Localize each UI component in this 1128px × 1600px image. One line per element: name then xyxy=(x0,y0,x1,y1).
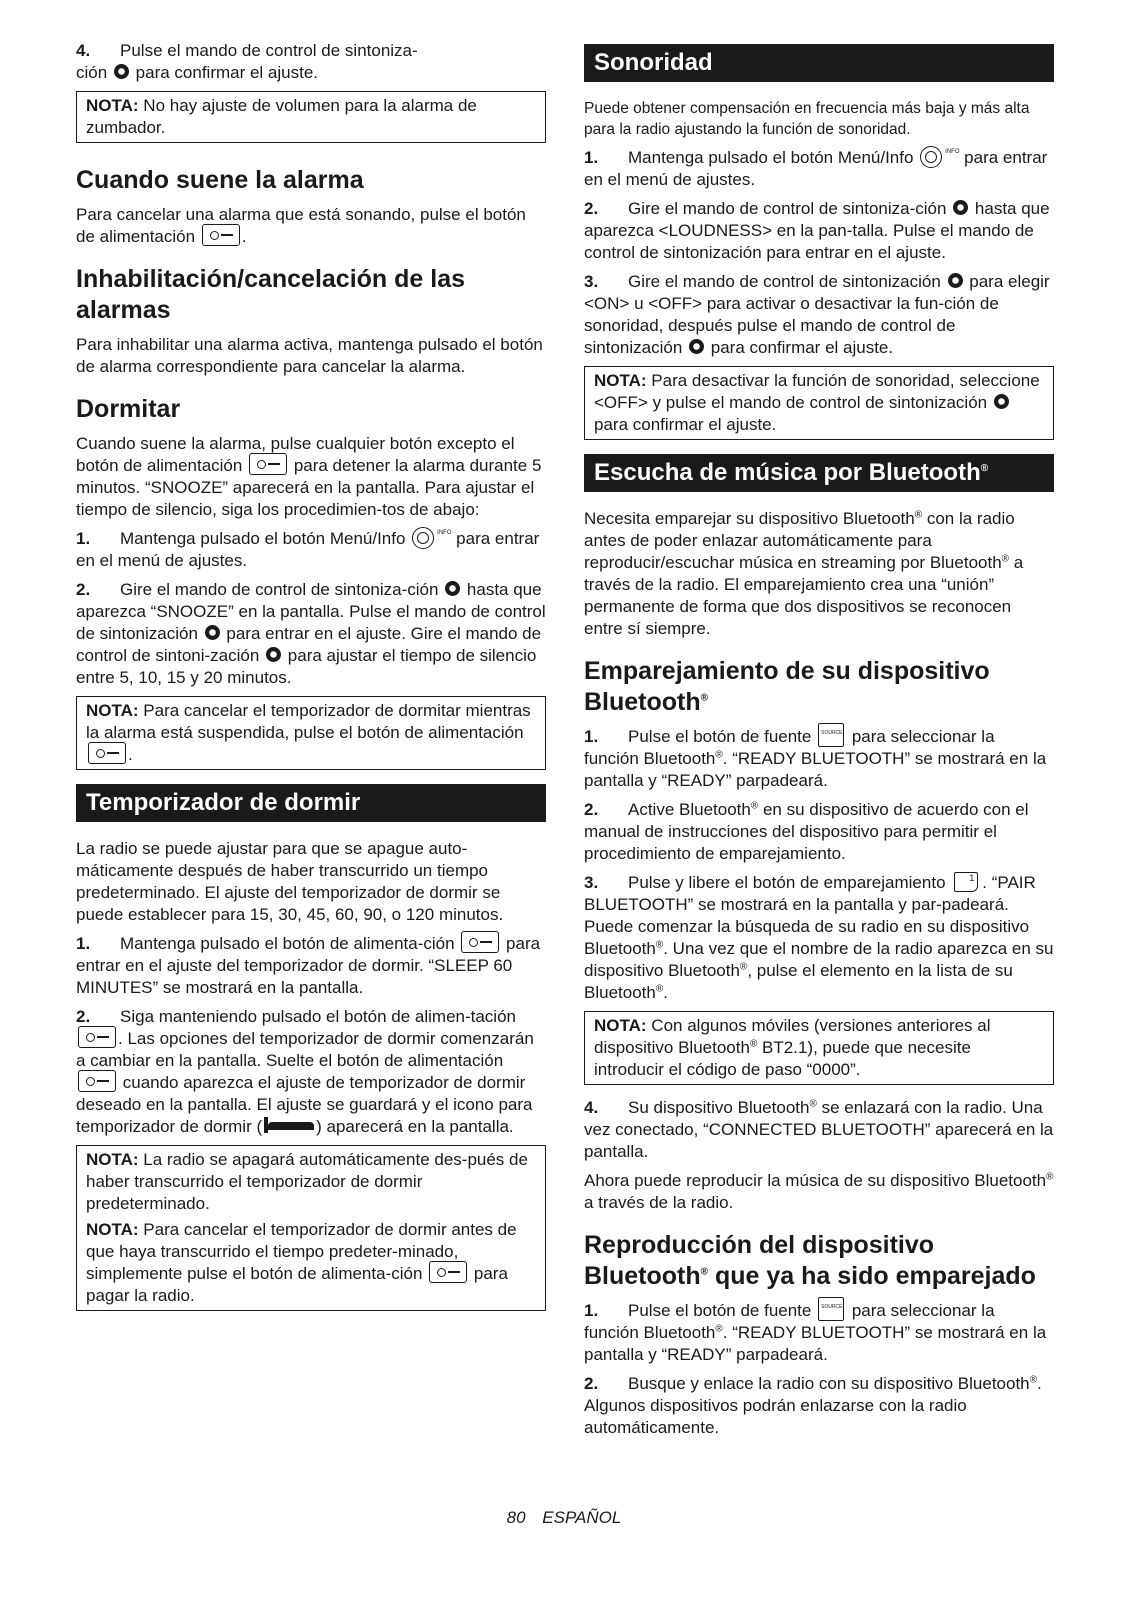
step-number: 1. xyxy=(76,529,91,548)
note-text: BT2.1), puede que necesite introducir el código de paso “0000”. xyxy=(594,1038,971,1079)
sleep-timer-icon xyxy=(264,1117,314,1133)
registered-mark: ® xyxy=(700,1266,709,1278)
text: para elegir <ON> u <OFF> para activar o desactivar la fun-ción de sonoridad, después pulse el mando de control de sintonización xyxy=(584,272,1050,357)
step-item xyxy=(584,872,1054,1004)
text: cuando aparezca el ajuste de temporizador de dormir deseado en la pantalla. El ajuste se guardará y el icono para temporizador de dormir ( xyxy=(76,1073,533,1136)
text: se enlazará con la radio. Una vez conectado, “CONNECTED BLUETOOTH” aparecerá en la pantalla. xyxy=(584,1098,1054,1161)
text: a través de la radio. xyxy=(584,1193,734,1212)
text: para seleccionar la función Bluetooth xyxy=(584,1301,995,1342)
tuning-knob-icon xyxy=(266,647,281,662)
power-button-icon xyxy=(249,453,287,475)
text: para entrar en el ajuste. Gire el mando de control de sintoni-zación xyxy=(76,624,542,665)
right-column xyxy=(584,40,1054,1446)
text: Cuando suene la alarma, pulse cualquier botón excepto el botón de alimentación xyxy=(76,434,515,475)
step-number: 2. xyxy=(76,580,91,599)
text: Mantenga pulsado el botón Menú/Info xyxy=(628,148,914,167)
registered-mark: ® xyxy=(809,1098,817,1110)
registered-mark: ® xyxy=(655,983,664,995)
step-text: ción xyxy=(76,63,108,82)
text: . Una vez que el nombre de la radio aparezca en su dispositivo Bluetooth xyxy=(584,939,1054,980)
step-number: 2. xyxy=(584,199,599,218)
text: Mantenga pulsado el botón Menú/Info xyxy=(120,529,406,548)
section-bar-loudness: Sonoridad xyxy=(584,44,1054,82)
text: para confirmar el ajuste. xyxy=(710,338,894,357)
registered-mark: ® xyxy=(750,800,759,812)
note-label: NOTA: xyxy=(594,371,647,390)
step-item xyxy=(76,579,546,689)
language-label: ESPAÑOL xyxy=(542,1508,622,1527)
heading-pairing xyxy=(584,656,1054,718)
menu-info-button-icon xyxy=(412,527,434,549)
tuning-knob-icon xyxy=(994,394,1009,409)
text: . Las opciones del temporizador de dormir comenzarán a cambiar en la pantalla. Suelte el botón de alimentación xyxy=(76,1029,534,1070)
registered-mark: ® xyxy=(700,692,709,704)
step-confirm xyxy=(76,40,546,84)
heading-when-alarm: Cuando suene la alarma xyxy=(76,166,364,194)
note-label: NOTA: xyxy=(86,1150,139,1169)
text: . xyxy=(663,983,668,1002)
tuning-knob-icon xyxy=(948,273,963,288)
text: Busque y enlace la radio con su dispositivo Bluetooth xyxy=(628,1374,1030,1393)
paragraph xyxy=(584,508,1054,640)
note-text: para pagar la radio. xyxy=(86,1264,508,1305)
note-label: NOTA: xyxy=(86,96,139,115)
source-button-icon xyxy=(818,1297,844,1321)
text: Pulse y libere el botón de emparejamiento xyxy=(628,873,946,892)
text: hasta que aparezca <LOUDNESS> en la pan-talla. Pulse el mando de control de sintonización para entrar en el ajuste. xyxy=(584,199,1050,262)
step-number: 1. xyxy=(76,934,91,953)
text: para ajustar el tiempo de silencio entre 5, 10, 15 y 20 minutos. xyxy=(76,646,537,687)
paragraph: Puede obtener compensación en frecuencia más baja y más alta para la radio ajustando la función de sonoridad. xyxy=(584,100,1030,138)
tuning-knob-icon xyxy=(205,625,220,640)
text: . “READY BLUETOOTH” se mostrará en la pantalla y “READY” parpadeará. xyxy=(584,1323,1047,1364)
step-number: 1. xyxy=(584,148,599,167)
paragraph xyxy=(76,433,546,521)
registered-mark: ® xyxy=(715,749,723,761)
registered-mark: ® xyxy=(1046,1171,1054,1183)
text: a través de la radio. El emparejamiento crea una “unión” permanente de forma que dos dispositivos se reconocen entre sí siempre. xyxy=(584,553,1024,638)
text: Pulse el botón de fuente xyxy=(628,727,812,746)
power-button-icon xyxy=(429,1261,467,1283)
text: Gire el mando de control de sintoniza-ción xyxy=(628,199,947,218)
step-item xyxy=(584,198,1054,264)
text: Para cancelar una alarma que está sonando, pulse el botón de alimentación xyxy=(76,205,526,246)
left-column xyxy=(76,40,546,1323)
text: para entrar en el ajuste del temporizador de dormir. “SLEEP 60 MINUTES” se mostrará en la pantalla. xyxy=(76,934,541,997)
text: hasta que aparezca “SNOOZE” en la pantalla. Pulse el mando de control de sintonización xyxy=(76,580,546,643)
text: Gire el mando de control de sintoniza-ción xyxy=(120,580,439,599)
note-text: para confirmar el ajuste. xyxy=(594,415,777,434)
note-text: Para cancelar el temporizador de dormir antes de que haya transcurrido el tiempo predeter-minado, simplemente pulse el botón de alimenta-ción xyxy=(86,1220,517,1283)
text: Ahora puede reproducir la música de su dispositivo Bluetooth xyxy=(584,1171,1047,1190)
tuning-knob-icon xyxy=(953,200,968,215)
text: Gire el mando de control de sintonización xyxy=(628,272,941,291)
text: . “READY BLUETOOTH” se mostrará en la pantalla y “READY” parpadeará. xyxy=(584,749,1047,790)
text: . “PAIR BLUETOOTH” se mostrará en la pantalla y par-padeará. Puede comenzar la búsqueda de su radio en su dispositivo Bluetooth xyxy=(584,873,1036,958)
step-number: 3. xyxy=(584,873,599,892)
text: para seleccionar la función Bluetooth xyxy=(584,727,995,768)
power-button-icon xyxy=(78,1070,116,1092)
source-button-icon xyxy=(818,723,844,747)
step-item xyxy=(76,1006,546,1138)
bar-title: Escucha de música por Bluetooth xyxy=(594,459,981,486)
text: Su dispositivo Bluetooth xyxy=(628,1098,810,1117)
step-item xyxy=(76,933,546,999)
tuning-knob-icon xyxy=(445,581,460,596)
text: Active Bluetooth xyxy=(628,800,751,819)
step-item xyxy=(584,726,1054,792)
text: Siga manteniendo pulsado el botón de alimen-tación xyxy=(120,1007,516,1026)
heading-disable-alarms: Inhabilitación/cancelación de las alarmas xyxy=(76,265,466,324)
note-box xyxy=(76,696,546,770)
power-button-icon xyxy=(202,224,240,246)
step-number: 4. xyxy=(76,41,91,60)
note-text: . xyxy=(128,745,133,764)
text: para detener la alarma durante 5 minutos. “SNOOZE” aparecerá en la pantalla. Para ajustar el tiempo de silencio, siga los procedimien-tos de abajo: xyxy=(76,456,542,519)
note-box xyxy=(76,91,546,143)
step-item xyxy=(584,1300,1054,1366)
note-text: Para cancelar el temporizador de dormitar mientras la alarma está suspendida, pulse el botón de alimentación xyxy=(86,701,531,742)
step-number: 1. xyxy=(584,727,599,746)
registered-mark: ® xyxy=(715,1323,723,1335)
step-number: 1. xyxy=(584,1301,599,1320)
tuning-knob-icon xyxy=(114,64,129,79)
paragraph xyxy=(76,204,546,248)
section-bar-bluetooth xyxy=(584,454,1054,492)
heading-replay xyxy=(584,1230,1054,1292)
note-box xyxy=(584,1011,1054,1085)
step-item xyxy=(76,528,546,572)
step-number: 3. xyxy=(584,272,599,291)
note-box xyxy=(76,1145,546,1311)
note-label: NOTA: xyxy=(86,1220,139,1239)
text: para entrar en el menú de ajustes. xyxy=(76,529,540,570)
step-number: 2. xyxy=(76,1007,91,1026)
text: ) aparecerá en la pantalla. xyxy=(316,1117,514,1136)
step-item xyxy=(584,1097,1054,1163)
paragraph: La radio se puede ajustar para que se apague auto-máticamente después de haber transcurrido un tiempo predeterminado. El ajuste del temporizador de dormir se puede establecer para 15, 30, 45, 60, 90, o 120 minutos. xyxy=(76,839,504,924)
text: . Algunos dispositivos podrán enlazarse con la radio automáticamente. xyxy=(584,1374,1042,1437)
registered-mark: ® xyxy=(739,961,748,973)
step-item xyxy=(584,147,1054,191)
tuning-knob-icon xyxy=(689,339,704,354)
text: , pulse el elemento en la lista de su Bluetooth xyxy=(584,961,1013,1002)
paragraph: Para inhabilitar una alarma activa, mantenga pulsado el botón de alarma correspondiente para cancelar la alarma. xyxy=(76,335,543,376)
text: . xyxy=(241,227,247,246)
text: para entrar en el menú de ajustes. xyxy=(584,148,1048,189)
heading-text: Emparejamiento de su dispositivo Bluetooth xyxy=(584,657,990,716)
note-text: La radio se apagará automáticamente des-pués de haber transcurrido el temporizador de dormir predeterminado. xyxy=(86,1150,528,1213)
registered-mark: ® xyxy=(980,463,989,474)
section-bar-sleep-timer: Temporizador de dormir xyxy=(76,784,546,822)
note-label: NOTA: xyxy=(86,701,139,720)
step-item xyxy=(584,799,1054,865)
text: en su dispositivo de acuerdo con el manual de instrucciones del dispositivo para permitir el procedimiento de emparejamiento. xyxy=(584,800,1029,863)
text: Pulse el botón de fuente xyxy=(628,1301,812,1320)
page-number: 80 xyxy=(506,1508,526,1527)
text: Necesita emparejar su dispositivo Bluetooth xyxy=(584,509,915,528)
note-text: Para desactivar la función de sonoridad, seleccione <OFF> y pulse el mando de control de sintonización xyxy=(594,371,1040,412)
step-number: 4. xyxy=(584,1098,599,1117)
heading-snooze: Dormitar xyxy=(76,395,181,423)
step-item xyxy=(584,1373,1054,1439)
page-footer xyxy=(0,1508,1128,1528)
registered-mark: ® xyxy=(1001,553,1010,565)
registered-mark: ® xyxy=(655,939,664,951)
step-number: 2. xyxy=(584,1374,599,1393)
step-text: para confirmar el ajuste. xyxy=(135,63,319,82)
step-number: 2. xyxy=(584,800,599,819)
note-text: Con algunos móviles (versiones anteriores al dispositivo Bluetooth xyxy=(594,1016,991,1057)
registered-mark: ® xyxy=(914,509,923,521)
paragraph xyxy=(584,1170,1054,1214)
registered-mark: ® xyxy=(1029,1374,1038,1386)
heading-text: que ya ha sido emparejado xyxy=(714,1262,1036,1290)
note-label: NOTA: xyxy=(594,1016,647,1035)
power-button-icon xyxy=(78,1026,116,1048)
power-button-icon xyxy=(461,931,499,953)
power-button-icon xyxy=(88,742,126,764)
menu-info-button-icon xyxy=(920,146,942,168)
pairing-button-icon xyxy=(952,870,980,892)
note-box xyxy=(584,366,1054,440)
heading-text: Reproducción del dispositivo Bluetooth xyxy=(584,1231,935,1290)
text: Mantenga pulsado el botón de alimenta-ción xyxy=(120,934,455,953)
step-text: Pulse el mando de control de sintoniza- xyxy=(120,41,418,60)
note-text: No hay ajuste de volumen para la alarma de zumbador. xyxy=(86,96,477,137)
step-item xyxy=(584,271,1054,359)
text: con la radio antes de poder enlazar automáticamente para reproducir/escuchar música en streaming por Bluetooth xyxy=(584,509,1015,572)
registered-mark: ® xyxy=(749,1038,758,1050)
